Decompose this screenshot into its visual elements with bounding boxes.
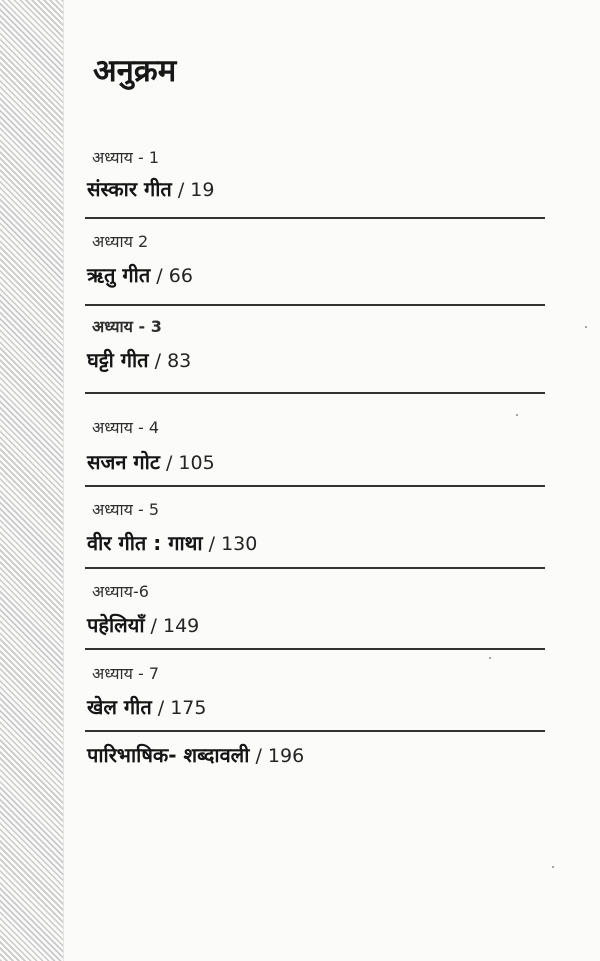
entry-page-number: / 83 <box>148 350 192 372</box>
divider <box>85 567 545 569</box>
entry-line <box>87 263 193 289</box>
chapter-label: अध्याय-6 <box>92 582 149 601</box>
entry-page-number: / 130 <box>202 533 258 555</box>
divider <box>85 304 545 306</box>
margin-rule <box>63 0 64 961</box>
entry-title: सजन गोट <box>87 450 160 474</box>
entry-title: वीर गीत : गाथा <box>87 531 203 555</box>
entry-line <box>87 450 215 476</box>
entry-line <box>87 177 215 203</box>
entry-title: संस्कार गीत <box>87 177 172 201</box>
entry-title: घट्टी गीत <box>87 348 149 372</box>
entry-title: खेल गीत <box>87 695 152 719</box>
entry-page-number: / 105 <box>159 452 215 474</box>
chapter-label: अध्याय - 4 <box>92 418 160 437</box>
chapter-label: अध्याय 2 <box>92 232 149 251</box>
entry-line <box>87 743 304 769</box>
entry-line <box>87 531 257 557</box>
paper-speck <box>585 326 587 328</box>
paper-speck <box>552 866 554 868</box>
table-of-contents <box>85 0 545 961</box>
entry-page-number: / 196 <box>249 745 305 767</box>
entry-line <box>87 695 206 721</box>
chapter-label: अध्याय - 7 <box>92 664 160 683</box>
paper-speck <box>489 657 491 659</box>
entry-title: पारिभाषिक- शब्दावली <box>87 743 250 767</box>
entry-title: ऋतु गीत <box>87 263 151 287</box>
page-title: अनुक्रम <box>93 53 177 89</box>
divider <box>85 392 545 394</box>
entry-title: पहेलियाँ <box>87 613 145 637</box>
hatched-margin-strip <box>0 0 63 961</box>
chapter-label: अध्याय - 1 <box>92 148 160 167</box>
paper-speck <box>516 414 518 416</box>
entry-line <box>87 348 191 374</box>
entry-page-number: / 149 <box>144 615 200 637</box>
divider <box>85 648 545 650</box>
chapter-label: अध्याय - 3 <box>92 317 162 336</box>
chapter-label: अध्याय - 5 <box>92 500 160 519</box>
entry-page-number: / 19 <box>171 179 215 201</box>
divider <box>85 730 545 732</box>
entry-line <box>87 613 199 639</box>
entry-page-number: / 66 <box>150 265 193 287</box>
entry-page-number: / 175 <box>151 697 207 719</box>
divider <box>85 217 545 219</box>
divider <box>85 485 545 487</box>
